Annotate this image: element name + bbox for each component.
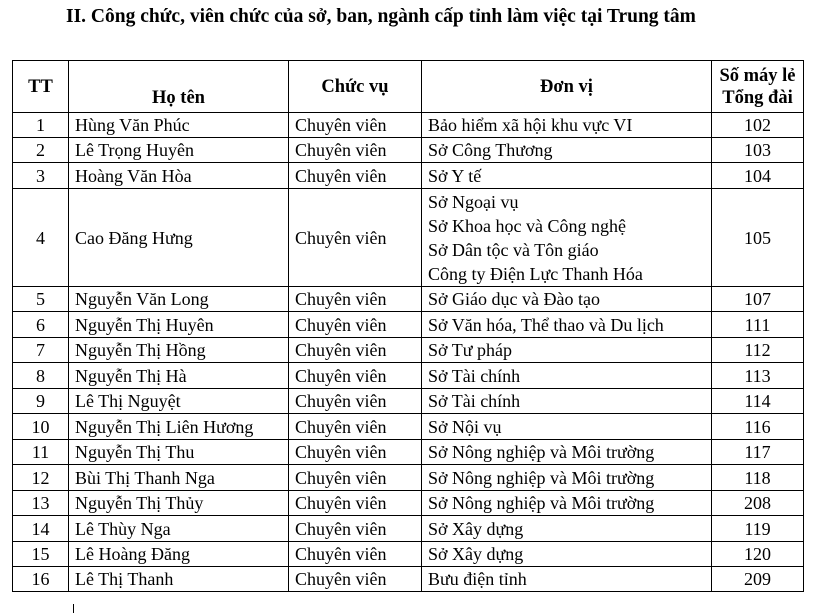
cell-name: Nguyễn Thị Hồng: [69, 338, 289, 363]
table-row: [13, 338, 804, 363]
table-row: [13, 491, 804, 516]
cell-extension: 208: [712, 491, 804, 516]
cell-position: Chuyên viên: [289, 363, 422, 389]
unit-line: Sở Nông nghiệp và Môi trường: [428, 442, 655, 462]
unit-line: Sở Khoa học và Công nghệ: [428, 215, 626, 236]
cell-tt: 8: [13, 363, 69, 389]
unit-line: Sở Dân tộc và Tôn giáo: [428, 239, 599, 260]
cell-position: Chuyên viên: [289, 163, 422, 189]
cell-extension: 107: [712, 287, 804, 312]
cell-position: Chuyên viên: [289, 338, 422, 363]
unit-line: Sở Giáo dục và Đào tạo: [428, 289, 600, 309]
table-row: [13, 389, 804, 414]
cell-extension: 111: [712, 312, 804, 338]
unit-line: Bưu điện tỉnh: [428, 569, 527, 589]
cell-name: Lê Thị Nguyệt: [69, 389, 289, 414]
cell-extension: 113: [712, 363, 804, 389]
cell-extension: 120: [712, 542, 804, 567]
header-ho-ten: Họ tên: [69, 61, 289, 113]
cell-unit: [422, 389, 712, 414]
cell-tt: 16: [13, 567, 69, 592]
table-row: [13, 440, 804, 465]
cell-tt: 5: [13, 287, 69, 312]
unit-line: Sở Nông nghiệp và Môi trường: [428, 467, 655, 488]
cell-name: Bùi Thị Thanh Nga: [69, 465, 289, 491]
unit-line: Sở Nội vụ: [428, 416, 502, 437]
cell-unit: [422, 542, 712, 567]
cell-name: Lê Trọng Huyên: [69, 138, 289, 163]
cell-tt: 12: [13, 465, 69, 491]
unit-line: Sở Nông nghiệp và Môi trường: [428, 493, 655, 513]
cell-tt: 11: [13, 440, 69, 465]
cell-position: Chuyên viên: [289, 516, 422, 542]
staff-table: [12, 60, 804, 592]
table-row: [13, 516, 804, 542]
cell-extension: 104: [712, 163, 804, 189]
cell-position: Chuyên viên: [289, 189, 422, 287]
cell-name: Hùng Văn Phúc: [69, 113, 289, 138]
table-row: [13, 465, 804, 491]
cell-unit: [422, 491, 712, 516]
table-row: [13, 287, 804, 312]
cell-unit: [422, 138, 712, 163]
unit-line: Sở Tư pháp: [428, 340, 512, 360]
table-row: [13, 189, 804, 287]
cell-unit: [422, 440, 712, 465]
cell-extension: 114: [712, 389, 804, 414]
cell-name: Nguyễn Thị Hà: [69, 363, 289, 389]
cell-tt: 1: [13, 113, 69, 138]
cell-extension: 118: [712, 465, 804, 491]
cell-name: Nguyễn Thị Huyên: [69, 312, 289, 338]
cell-name: Hoàng Văn Hòa: [69, 163, 289, 189]
table-row: [13, 138, 804, 163]
unit-line: Bảo hiểm xã hội khu vực VI: [428, 115, 633, 135]
cell-tt: 10: [13, 414, 69, 440]
table-row: [13, 363, 804, 389]
header-so-may-le-line2: Tổng đài: [722, 87, 793, 108]
table-row: [13, 163, 804, 189]
cell-tt: 9: [13, 389, 69, 414]
cell-position: Chuyên viên: [289, 465, 422, 491]
cell-name: Lê Hoàng Đăng: [69, 542, 289, 567]
unit-line: Công ty Điện Lực Thanh Hóa: [428, 263, 643, 284]
cell-unit: [422, 338, 712, 363]
cell-extension: 103: [712, 138, 804, 163]
unit-line: Sở Tài chính: [428, 391, 521, 411]
unit-line: Sở Văn hóa, Thể thao và Du lịch: [428, 314, 664, 335]
cell-tt: 7: [13, 338, 69, 363]
cell-name: Nguyễn Thị Thu: [69, 440, 289, 465]
cell-tt: 6: [13, 312, 69, 338]
table-row: [13, 113, 804, 138]
unit-line: Sở Xây dựng: [428, 544, 524, 564]
cell-position: Chuyên viên: [289, 312, 422, 338]
cell-tt: 3: [13, 163, 69, 189]
unit-line: Sở Xây dựng: [428, 518, 524, 539]
cell-extension: 119: [712, 516, 804, 542]
cell-extension: 112: [712, 338, 804, 363]
cell-unit: [422, 363, 712, 389]
cell-name: Lê Thùy Nga: [69, 516, 289, 542]
cell-tt: 13: [13, 491, 69, 516]
cell-extension: 117: [712, 440, 804, 465]
unit-line: Sở Y tế: [428, 165, 482, 186]
cell-extension: 102: [712, 113, 804, 138]
cell-unit: [422, 189, 712, 287]
cell-unit: [422, 567, 712, 592]
cell-tt: 2: [13, 138, 69, 163]
cell-position: Chuyên viên: [289, 440, 422, 465]
cell-position: Chuyên viên: [289, 113, 422, 138]
cell-position: Chuyên viên: [289, 414, 422, 440]
cell-name: Nguyễn Văn Long: [69, 287, 289, 312]
header-don-vi: Đơn vị: [422, 61, 712, 113]
cell-unit: [422, 287, 712, 312]
table-continuation-line: [73, 604, 74, 613]
cell-position: Chuyên viên: [289, 287, 422, 312]
cell-unit: [422, 414, 712, 440]
cell-name: Nguyễn Thị Liên Hương: [69, 414, 289, 440]
cell-position: Chuyên viên: [289, 491, 422, 516]
table-row: [13, 567, 804, 592]
header-so-may-le: [712, 61, 804, 113]
table-body: [13, 113, 804, 592]
header-chuc-vu: Chức vụ: [289, 61, 422, 113]
cell-name: Nguyễn Thị Thủy: [69, 491, 289, 516]
section-heading: II. Công chức, viên chức của sở, ban, ngành cấp tỉnh làm việc tại Trung tâm: [66, 6, 696, 27]
cell-position: Chuyên viên: [289, 138, 422, 163]
cell-position: Chuyên viên: [289, 389, 422, 414]
cell-unit: [422, 113, 712, 138]
unit-line: Sở Ngoại vụ: [428, 191, 519, 212]
unit-line: Sở Tài chính: [428, 365, 521, 386]
cell-unit: [422, 163, 712, 189]
table-row: [13, 414, 804, 440]
table-row: [13, 312, 804, 338]
cell-extension: 116: [712, 414, 804, 440]
cell-tt: 4: [13, 189, 69, 287]
unit-line: Sở Công Thương: [428, 140, 553, 160]
cell-position: Chuyên viên: [289, 542, 422, 567]
cell-tt: 15: [13, 542, 69, 567]
cell-name: Cao Đăng Hưng: [69, 189, 289, 287]
table-row: [13, 542, 804, 567]
cell-position: Chuyên viên: [289, 567, 422, 592]
header-so-may-le-line1: Số máy lẻ: [719, 65, 796, 86]
cell-tt: 14: [13, 516, 69, 542]
cell-name: Lê Thị Thanh: [69, 567, 289, 592]
cell-unit: [422, 465, 712, 491]
cell-extension: 105: [712, 189, 804, 287]
cell-extension: 209: [712, 567, 804, 592]
cell-unit: [422, 516, 712, 542]
header-tt: TT: [13, 61, 69, 113]
table-header-row: [13, 61, 804, 113]
cell-unit: [422, 312, 712, 338]
